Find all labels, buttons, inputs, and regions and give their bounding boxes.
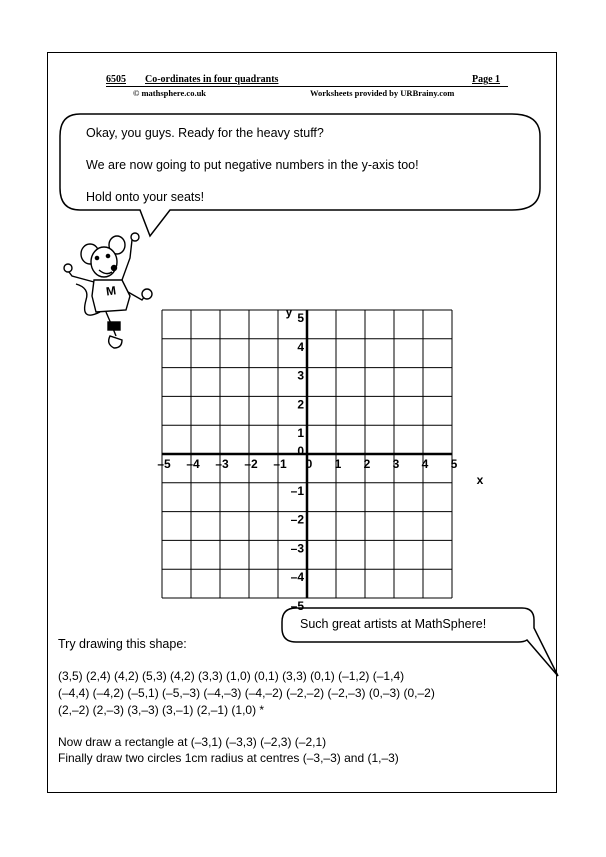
credit-left: © mathsphere.co.uk xyxy=(133,88,207,98)
x-tick-label: 5 xyxy=(450,457,458,471)
bubble-bottom-text: Such great artists at MathSphere! xyxy=(300,617,487,631)
y-tick-label: 5 xyxy=(297,311,304,325)
page-number: Page 1 xyxy=(472,74,501,85)
bubble-line-2: We are now going to put negative numbers in the y-axis too! xyxy=(86,158,419,172)
y-tick-label: 1 xyxy=(297,426,304,441)
x-tick-label: 3 xyxy=(392,457,400,471)
axes xyxy=(162,310,452,598)
y-tick-label: 2 xyxy=(297,397,304,412)
rectangle-instruction: Now draw a rectangle at (–3,1) (–3,3) (–2,3) (–2,1) xyxy=(58,735,327,749)
y-tick-label: –5 xyxy=(290,599,304,613)
worksheet-code: 6505 xyxy=(106,74,126,85)
credit-right: Worksheets provided by URBrainy.com xyxy=(310,88,455,98)
instructions-intro: Try drawing this shape: xyxy=(58,637,187,651)
y-tick-label: 4 xyxy=(297,339,304,354)
y-tick-label: –3 xyxy=(290,541,304,556)
circles-instruction: Finally draw two circles 1cm radius at centres (–3,–3) and (1,–3) xyxy=(58,751,399,765)
y-axis-label: y xyxy=(285,305,293,319)
y-tick-label: –4 xyxy=(290,570,304,585)
x-tick-label: –3 xyxy=(215,457,229,471)
x-tick-label: –1 xyxy=(273,457,287,471)
bubble-line-1: Okay, you guys. Ready for the heavy stuff? xyxy=(86,126,324,140)
x-tick-label: –2 xyxy=(244,457,258,471)
mascot-shirt-letter: M xyxy=(105,283,117,299)
coords-line-2: (–4,4) (–4,2) (–5,1) (–5,–3) (–4,–3) (–4,–2) (–2,–2) (–2,–3) (0,–3) (0,–2) xyxy=(58,686,435,700)
x-tick-label: –4 xyxy=(186,457,200,471)
bubble-line-3: Hold onto your seats! xyxy=(86,190,205,204)
y-tick-label: –1 xyxy=(290,483,304,498)
x-tick-label: 4 xyxy=(421,457,429,471)
coords-line-3: (2,–2) (2,–3) (3,–3) (3,–1) (2,–1) (1,0) * xyxy=(58,703,265,717)
x-tick-label: –5 xyxy=(157,457,171,471)
x-tick-label: 2 xyxy=(363,457,371,471)
x-tick-label: 1 xyxy=(334,457,342,471)
coords-line-1: (3,5) (2,4) (4,2) (5,3) (4,2) (3,3) (1,0) (0,1) (3,3) (0,1) (–1,2) (–1,4) xyxy=(58,669,405,683)
worksheet-title: Co-ordinates in four quadrants xyxy=(145,74,279,85)
y-tick-label: –2 xyxy=(290,512,304,527)
tick-labels xyxy=(157,305,483,613)
y-tick-label: 3 xyxy=(297,368,304,383)
x-axis-label: x xyxy=(476,473,484,487)
x-tick-label: 0 xyxy=(305,457,313,471)
origin-label: 0 xyxy=(297,444,304,458)
